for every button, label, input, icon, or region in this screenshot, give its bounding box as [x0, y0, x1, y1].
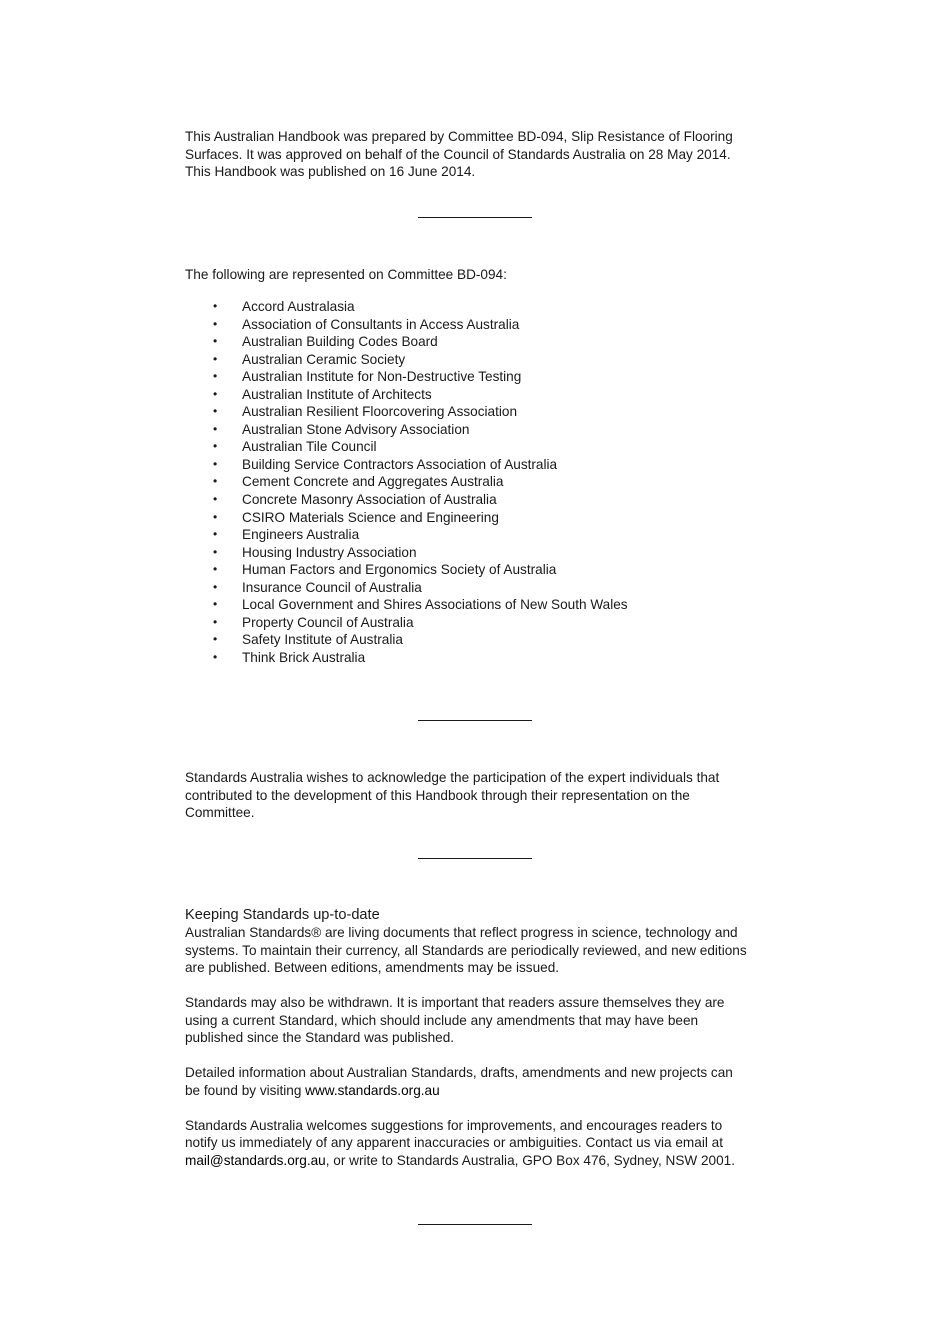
- list-item: [185, 438, 745, 456]
- committee-intro-text: The following are represented on Committee BD-094:: [185, 267, 507, 282]
- acknowledgement-line: contributed to the development of this Handbook through their representation on the: [185, 787, 690, 803]
- uptodate-paragraph-1: [185, 924, 775, 977]
- bullet-icon: •: [213, 527, 218, 542]
- member-name: CSIRO Materials Science and Engineering: [242, 509, 499, 525]
- bullet-icon: •: [213, 509, 218, 524]
- bullet-icon: •: [213, 316, 218, 331]
- intro-line: This Handbook was published on 16 June 2014.: [185, 164, 476, 179]
- member-name: Safety Institute of Australia: [242, 632, 403, 648]
- section-heading: Keeping Standards up-to-date: [185, 907, 380, 923]
- member-name: Accord Australasia: [242, 299, 355, 314]
- intro-line: This Australian Handbook was prepared by Committee BD-094, Slip Resistance of Flooring: [185, 129, 733, 144]
- uptodate-paragraph-3: [185, 1064, 775, 1099]
- bullet-icon: •: [213, 369, 218, 384]
- list-item: [185, 421, 745, 439]
- member-name: Australian Institute of Architects: [242, 386, 432, 402]
- bullet-icon: •: [213, 439, 218, 454]
- list-item: [185, 351, 745, 369]
- paragraph-line: are published. Between editions, amendments may be issued.: [185, 960, 560, 975]
- list-item: [185, 509, 745, 527]
- list-item: [185, 333, 745, 351]
- paragraph-line: Standards may also be withdrawn. It is important that readers assure themselves they are: [185, 995, 725, 1010]
- uptodate-paragraph-2: [185, 994, 775, 1047]
- bullet-icon: •: [213, 456, 218, 471]
- acknowledgement-line: Standards Australia wishes to acknowledge the participation of the expert individuals that: [185, 770, 720, 785]
- paragraph-line: [185, 1152, 775, 1170]
- paragraph-line: Standards Australia welcomes suggestions for improvements, and encourages readers to: [185, 1117, 723, 1133]
- bullet-icon: •: [213, 562, 218, 577]
- paragraph-text: be found by visiting: [185, 1082, 306, 1098]
- website-link[interactable]: www.standards.org.au: [305, 1082, 440, 1098]
- member-name: Australian Resilient Floorcovering Association: [242, 404, 518, 420]
- member-name: Australian Building Codes Board: [242, 334, 438, 350]
- bullet-icon: •: [213, 474, 218, 489]
- bullet-icon: •: [213, 421, 218, 436]
- member-name: Human Factors and Ergonomics Society of Australia: [242, 562, 557, 578]
- member-name: Association of Consultants in Access Australia: [242, 316, 520, 332]
- member-name: Property Council of Australia: [242, 614, 414, 630]
- member-name: Insurance Council of Australia: [242, 579, 422, 595]
- bullet-icon: •: [213, 632, 218, 647]
- paragraph-line: Australian Standards® are living documents that reflect progress in science, technology and: [185, 925, 738, 940]
- bullet-icon: •: [213, 544, 218, 559]
- bullet-icon: •: [213, 351, 218, 366]
- member-name: Housing Industry Association: [242, 544, 417, 560]
- paragraph-line: using a current Standard, which should include any amendments that may have been: [185, 1012, 699, 1028]
- paragraph-line: notify us immediately of any apparent inaccuracies or ambiguities. Contact us via email at: [185, 1135, 723, 1150]
- member-name: Think Brick Australia: [242, 649, 366, 665]
- list-item: [185, 649, 745, 667]
- uptodate-section: [185, 906, 775, 1169]
- list-item: [185, 596, 745, 614]
- paragraph-line: systems. To maintain their currency, all Standards are periodically reviewed, and new editions: [185, 942, 747, 958]
- bullet-icon: •: [213, 492, 218, 507]
- member-name: Australian Ceramic Society: [242, 351, 406, 367]
- bullet-icon: •: [213, 614, 218, 629]
- member-name: Local Government and Shires Associations of New South Wales: [242, 597, 628, 613]
- list-item: [185, 386, 745, 404]
- paragraph-line: published since the Standard was published.: [185, 1030, 455, 1045]
- member-name: Building Service Contractors Association of Australia: [242, 456, 558, 472]
- email-link[interactable]: mail@standards.org.au: [185, 1152, 326, 1168]
- section-divider: [418, 720, 532, 721]
- member-name: Australian Tile Council: [242, 439, 377, 455]
- intro-line: Surfaces. It was approved on behalf of the Council of Standards Australia on 28 May 2014.: [185, 146, 731, 162]
- bullet-icon: •: [213, 386, 218, 401]
- bullet-icon: •: [213, 404, 218, 419]
- list-item: [185, 526, 745, 544]
- committee-member-list: [185, 298, 745, 666]
- member-name: Engineers Australia: [242, 527, 360, 543]
- list-item: [185, 403, 745, 421]
- paragraph-line: Detailed information about Australian Standards, drafts, amendments and new projects can: [185, 1065, 733, 1080]
- list-item: [185, 456, 745, 474]
- member-name: Cement Concrete and Aggregates Australia: [242, 474, 504, 490]
- acknowledgement-line: Committee.: [185, 805, 255, 820]
- bullet-icon: •: [213, 334, 218, 349]
- acknowledgement-paragraph: [185, 769, 775, 822]
- intro-paragraph: [185, 128, 775, 181]
- list-item: [185, 561, 745, 579]
- list-item: [185, 298, 745, 316]
- list-item: [185, 579, 745, 597]
- list-item: [185, 491, 745, 509]
- bullet-icon: •: [213, 597, 218, 612]
- bullet-icon: •: [213, 299, 218, 313]
- list-item: [185, 368, 745, 386]
- bullet-icon: •: [213, 579, 218, 594]
- list-item: [185, 473, 745, 491]
- member-name: Australian Institute for Non-Destructive Testing: [242, 369, 522, 385]
- paragraph-text: , or write to Standards Australia, GPO Box 476, Sydney, NSW 2001.: [325, 1152, 736, 1168]
- uptodate-paragraph-4: [185, 1117, 775, 1170]
- section-divider: [418, 858, 532, 859]
- list-item: [185, 631, 745, 649]
- committee-intro: [185, 266, 775, 284]
- member-name: Australian Stone Advisory Association: [242, 421, 470, 437]
- section-divider: [418, 217, 532, 218]
- list-item: [185, 544, 745, 562]
- list-item: [185, 614, 745, 632]
- section-divider: [418, 1224, 532, 1225]
- member-name: Concrete Masonry Association of Australia: [242, 492, 497, 508]
- list-item: [185, 316, 745, 334]
- paragraph-line: [185, 1082, 775, 1100]
- bullet-icon: •: [213, 649, 218, 664]
